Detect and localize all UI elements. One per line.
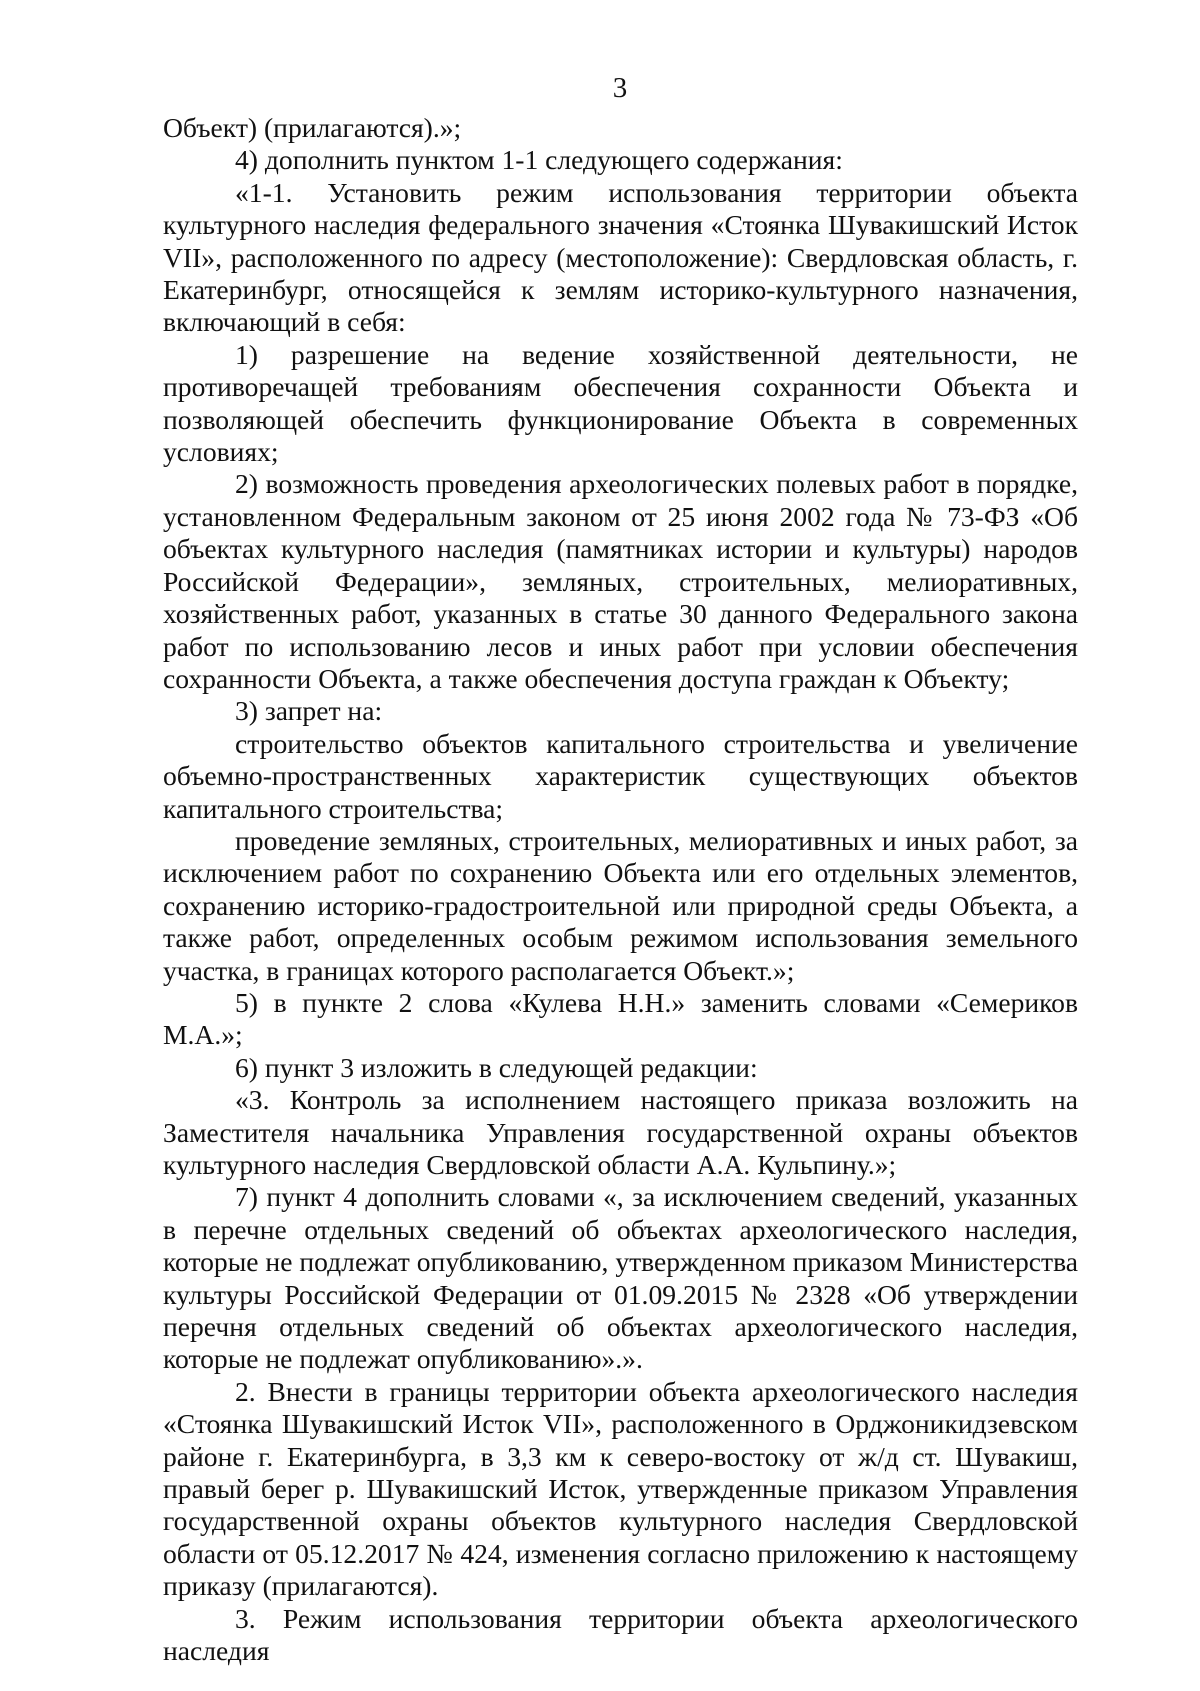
paragraph: 2. Внести в границы территории объекта археологического наследия «Стоянка Шувакишский Исток VII», расположенного в Орджоникидзевском районе г. Екатеринбурга, в 3,3 км к северо-востоку от ж/д ст. Шувакиш, правый берег р. Шувакишский Исток, утвержденные приказом Управления государственной охраны объектов культурного наследия Свердловской области от 05.12.2017 № 424, изменения согласно приложению к настоящему приказу (прилагаются).: [163, 1375, 1078, 1602]
paragraph: 3) запрет на:: [235, 695, 383, 727]
paragraph: 7) пункт 4 дополнить словами «, за исключением сведений, указанных в перечне отдельных сведений об объектах археологического наследия, которые не подлежат опубликованию, утвержденном приказом Министерства культуры Российской Федерации от 01.09.2015 № 2328 «Об утверждении перечня отдельных сведений об объектах археологического наследия, которые не подлежат опубликованию».».: [163, 1181, 1078, 1375]
paragraph: строительство объектов капитального строительства и увеличение объемно-пространственных характеристик существующих объектов капитального строительства;: [163, 727, 1078, 824]
document-body: [163, 112, 1078, 1668]
paragraph: Объект) (прилагаются).»;: [163, 112, 462, 143]
paragraph: «3. Контроль за исполнением настоящего приказа возложить на Заместителя начальника Управления государственной охраны объектов культурного наследия Свердловской области А.А. Кульпину.»;: [163, 1084, 1078, 1180]
paragraph: 2) возможность проведения археологических полевых работ в порядке, установленном Федеральным законом от 25 июня 2002 года № 73-ФЗ «Об объектах культурного наследия (памятниках истории и культуры) народов Российской Федерации», земляных, строительных, мелиоративных, хозяйственных работ, указанных в статье 30 данного Федерального закона работ по использованию лесов и иных работ при условии обеспечения сохранности Объекта, а также обеспечения доступа граждан к Объекту;: [163, 468, 1078, 694]
paragraph: 5) в пункте 2 слова «Кулева Н.Н.» заменить словами «Семериков М.А.»;: [163, 986, 1078, 1051]
paragraph: 1) разрешение на ведение хозяйственной деятельности, не противоречащей требованиям обеспечения сохранности Объекта и позволяющей обеспечить функционирование Объекта в современных условиях;: [163, 338, 1078, 468]
paragraph: 3. Режим использования территории объекта археологического наследия: [163, 1602, 1078, 1667]
page-number: 3: [612, 72, 628, 104]
paragraph: проведение земляных, строительных, мелиоративных и иных работ, за исключением работ по сохранению Объекта или его отдельных элементов, сохранению историко-градостроительной или природной среды Объекта, а также работ, определенных особым режимом использования земельного участка, в границах которого располагается Объект.»;: [163, 824, 1078, 986]
paragraph: 4) дополнить пунктом 1-1 следующего содержания:: [235, 144, 843, 176]
paragraph: «1-1. Установить режим использования территории объекта культурного наследия федерального значения «Стоянка Шувакишский Исток VII», расположенного по адресу (местоположение): Свердловская область, г. Екатеринбург, относящейся к землям историко-культурного назначения, включающий в себя:: [163, 176, 1078, 338]
paragraph: 6) пункт 3 изложить в следующей редакции:: [235, 1051, 758, 1083]
